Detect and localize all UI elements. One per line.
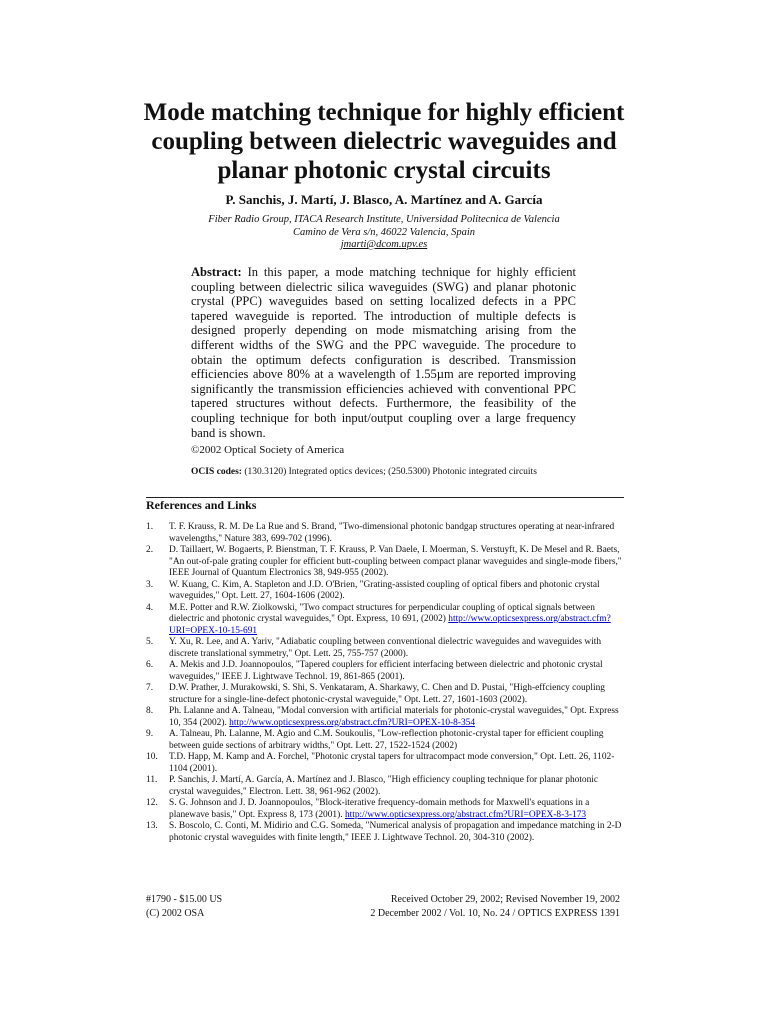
reference-link[interactable]: http://www.opticsexpress.org/abstract.cfm?URI=OPEX-8-3-173 — [344, 809, 587, 820]
title-line-3: planar photonic crystal circuits — [217, 157, 551, 184]
reference-item — [146, 752, 624, 775]
references-heading: References and Links — [146, 498, 257, 512]
affiliation-line-1: Fiber Radio Group, ITACA Research Institute, Universidad Politecnica de Valencia — [208, 214, 560, 225]
reference-citation: D.W. Prather, J. Murakowski, S. Shi, S. Venkataram, A. Sharkawy, C. Chen and D. Pustai, "High-effciency coupling structure for a single-line-defect photonic-crystal waveguide," Opt. Lett. 27, 1601-1603 (2002). — [169, 683, 605, 705]
reference-citation: Y. Xu, R. Lee, and A. Yariv, "Adiabatic coupling between conventional dielectric waveguides and waveguides with discrete translational symmetry," Opt. Lett. 25, 755-757 (2000). — [169, 637, 602, 659]
reference-item — [146, 603, 624, 638]
reference-number: 5. — [146, 637, 154, 647]
reference-text — [169, 821, 624, 844]
footer-received: Received October 29, 2002; Revised November 19, 2002 — [390, 894, 620, 905]
reference-citation: T.D. Happ, M. Kamp and A. Forchel, "Photonic crystal tapers for ultracompact mode conversion," Opt. Lett. 26, 1102-1104 (2001). — [169, 752, 615, 774]
author-email-link[interactable]: jmarti@dcom.upv.es — [340, 239, 428, 250]
reference-number: 1. — [146, 522, 154, 532]
footer-left — [146, 893, 222, 921]
reference-text — [169, 729, 624, 752]
footer-right — [370, 893, 620, 921]
reference-number: 12. — [146, 798, 158, 808]
reference-item — [146, 821, 624, 844]
reference-number: 9. — [146, 729, 154, 739]
reference-item — [146, 580, 624, 603]
reference-text — [169, 683, 624, 706]
reference-item — [146, 798, 624, 821]
author-list: P. Sanchis, J. Martí, J. Blasco, A. Martínez and A. García — [225, 192, 543, 207]
reference-item — [146, 683, 624, 706]
reference-text — [169, 603, 624, 638]
reference-number: 10. — [146, 752, 158, 762]
reference-item — [146, 522, 624, 545]
reference-link[interactable]: http://www.opticsexpress.org/abstract.cfm?URI=OPEX-10-15-691 — [169, 614, 611, 636]
footer-copyright: (C) 2002 OSA — [146, 908, 205, 919]
reference-text — [169, 660, 624, 683]
title-line-1: Mode matching technique for highly efficient — [143, 99, 625, 126]
reference-text — [169, 706, 624, 729]
ocis-codes — [191, 467, 537, 477]
reference-text — [169, 798, 624, 821]
reference-citation: S. G. Johnson and J. D. Joannopoulos, "Block-iterative frequency-domain methods for Maxwell's equations in a planewave basis," Opt. Express 8, 173 (2001). — [169, 798, 590, 820]
ocis-label: OCIS codes: — [191, 467, 242, 477]
abstract-label: Abstract: — [191, 265, 242, 279]
copyright-notice: ©2002 Optical Society of America — [191, 444, 345, 456]
reference-number: 7. — [146, 683, 154, 693]
ocis-text: (130.3120) Integrated optics devices; (250.5300) Photonic integrated circuits — [244, 467, 537, 477]
reference-number: 8. — [146, 706, 154, 716]
reference-item — [146, 637, 624, 660]
reference-citation: P. Sanchis, J. Martí, A. García, A. Martínez and J. Blasco, "High efficiency coupling technique for planar photonic crystal waveguides," Electron. Lett. 38, 961-962 (2002). — [169, 775, 599, 797]
reference-citation: W. Kuang, C. Kim, A. Stapleton and J.D. O'Brien, "Grating-assisted coupling of optical fibers and photonic crystal waveguides," Opt. Lett. 27, 1604-1606 (2002). — [169, 579, 600, 601]
reference-link[interactable]: http://www.opticsexpress.org/abstract.cfm?URI=OPEX-10-8-354 — [229, 717, 476, 728]
reference-text — [169, 637, 624, 660]
reference-number: 2. — [146, 545, 154, 555]
references-list — [146, 522, 624, 844]
reference-item — [146, 706, 624, 729]
reference-citation: A. Mekis and J.D. Joannopoulos, "Tapered couplers for efficient interfacing between dielectric and photonic crystal waveguides," IEEE J. Lightwave Technol. 19, 861-865 (2001). — [169, 660, 603, 682]
reference-item — [146, 775, 624, 798]
affiliation-line-2: Camino de Vera s/n, 46022 Valencia, Spain — [293, 226, 475, 238]
reference-number: 13. — [146, 821, 158, 831]
footer-journal-citation: 2 December 2002 / Vol. 10, No. 24 / OPTICS EXPRESS 1391 — [370, 908, 620, 919]
reference-citation: Ph. Lalanne and A. Talneau, "Modal conversion with artificial materials for photonic-crystal waveguides," Opt. Express 10, 354 (2002). — [169, 706, 619, 728]
footer-price: #1790 - $15.00 US — [146, 894, 223, 905]
reference-citation: D. Taillaert, W. Bogaerts, P. Bienstman, T. F. Krauss, P. Van Daele, I. Moerman, S. Verstuyft, K. De Mesel and R. Baets, "An out-of-pale grating coupler for efficient butt-coupling between compact planar waveguides and single-mode fibers," IEEE Journal of Quantum Electronics 38, 949-955 (2002). — [169, 545, 622, 578]
reference-text — [169, 580, 624, 603]
reference-text — [169, 752, 624, 775]
reference-number: 6. — [146, 660, 154, 670]
abstract — [191, 265, 576, 440]
reference-text — [169, 775, 624, 798]
reference-item — [146, 545, 624, 580]
reference-number: 3. — [146, 579, 154, 590]
reference-citation: S. Boscolo, C. Conti, M. Midirio and C.G. Someda, "Numerical analysis of propagation and impedance matching in 2-D photonic crystal waveguides with finite length," IEEE J. Lightwave Technol. 20, 304-310 (2002). — [169, 821, 622, 843]
abstract-text: In this paper, a mode matching technique for highly efficient coupling between dielectric silica waveguides (SWG) and planar photonic crystal (PPC) waveguides based on setting localized defects in a PPC tapered waveguide is reported. The introduction of multiple defects is designed properly depending on mode mismatching arising from the different widths of the SWG and the PPC waveguide. The procedure to obtain the optimum defects configuration is described. Transmission efficiencies above 80% at a wavelength of 1.55µm are reported improving significantly the transmission efficiencies achieved with conventional PPC tapered structures without defects. Furthermore, the feasibility of the coupling technique for both input/output coupling over a large frequency band is shown. — [191, 265, 577, 440]
reference-citation: M.E. Potter and R.W. Ziolkowski, "Two compact structures for perpendicular coupling of optical signals between dielectric and photonic crystal waveguides," Opt. Express, 10 691, (2002) — [169, 602, 595, 624]
reference-text — [169, 522, 624, 545]
reference-item — [146, 729, 624, 752]
reference-citation: T. F. Krauss, R. M. De La Rue and S. Brand, "Two-dimensional photonic bandgap structures operating at near-infrared wavelengths," Nature 383, 699-702 (1996). — [169, 522, 615, 544]
reference-item — [146, 660, 624, 683]
title-line-2: coupling between dielectric waveguides and — [151, 128, 617, 155]
reference-citation: A. Talneau, Ph. Lalanne, M. Agio and C.M. Soukoulis, "Low-reflection photonic-crystal taper for efficient coupling between guide sections of arbitrary widths," Opt. Lett. 27, 1522-1524 (2002) — [169, 729, 604, 751]
reference-text — [169, 545, 624, 580]
paper-title — [0, 98, 768, 185]
reference-number: 11. — [146, 775, 158, 785]
reference-number: 4. — [146, 602, 154, 613]
affiliation — [0, 214, 768, 252]
